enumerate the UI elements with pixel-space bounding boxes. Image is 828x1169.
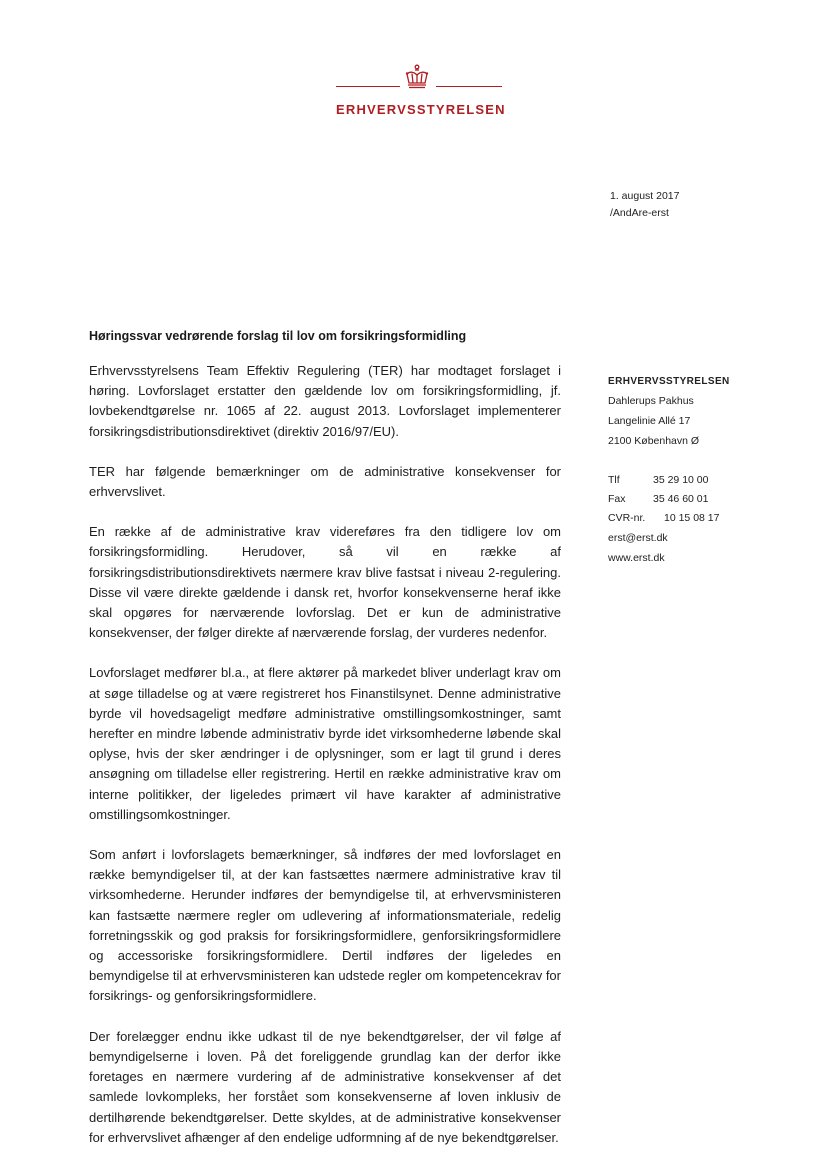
fax-label: Fax	[608, 493, 626, 505]
sender-organization: ERHVERVSSTYRELSEN	[608, 376, 730, 387]
sender-info	[608, 376, 808, 568]
cvr-row	[608, 509, 808, 528]
fax-value: 35 46 60 01	[653, 493, 709, 505]
sender-email: erst@erst.dk	[608, 532, 668, 544]
letter-date: 1. august 2017	[610, 190, 680, 202]
logo-rule-right	[436, 86, 502, 87]
body-paragraph: Erhvervsstyrelsens Team Effektiv Regulering (TER) har modtaget forslaget i høring. Lovforslaget erstatter den gældende lov om forsikringsformidling, jf. lovbekendtgørelse nr. 1065 af 22. august 2013. Lovforslaget implementerer forsikringsdistributionsdirektivet (direktiv 2016/97/EU).	[89, 363, 561, 439]
body-paragraph: En række af de administrative krav videreføres fra den tidligere lov om forsikringsformidling. Herudover, så vil en række af forsikringsdistributionsdirektivets nærmere krav blive fastsat i niveau 2-regulering. Disse vil være direkte gældende i dansk ret, hvorfor konsekvenserne heraf ikke skal opgøres for nærværende lovforslag. Det er kun de administrative konsekvenser, der følger direkte af nærværende forslag, der vurderes nedenfor.	[89, 524, 561, 641]
letter-reference: /AndAre-erst	[610, 207, 669, 219]
sender-address-line: Langelinie Allé 17	[608, 415, 691, 427]
letter-meta	[610, 188, 679, 222]
body-paragraph: Som anført i lovforslagets bemærkninger, så indføres der med lovforslaget en række bemyndigelser til, at der kan fastsættes nærmere administrative krav til virksomhederne. Herunder indføres der bemyndigelse til, at erhvervsministeren kan fastsætte nærmere regler om udlevering af informationsmateriale, redelig forretningsskik og god praksis for forsikringsformidlere, genforsikringsformidlere og accessoriske forsikringsformidlere. Dertil indføres der ligeledes en bemyndigelse til at erhvervsministeren kan udstede regler om kompetencekrav for forsikrings- og genforsikringsformidlere.	[89, 847, 561, 1004]
body-paragraph: Der forelægger endnu ikke udkast til de nye bekendtgørelser, der vil følge af bemyndigelserne i loven. På det foreliggende grundlag kan der derfor ikke foretages en nærmere vurdering af de administrative konsekvenser af det samlede lovkompleks, her forstået som konsekvenserne af loven inklusiv de dertilhørende bekendtgørelser. Dette skyldes, at de administrative konsekvenser for erhvervslivet afhænger af den endelige udformning af de nye bekendtgørelser.	[89, 1028, 561, 1145]
cvr-label: CVR-nr.	[608, 512, 646, 524]
sender-address-line: Dahlerups Pakhus	[608, 395, 694, 407]
logo-wordmark: ERHVERVSSTYRELSEN	[336, 102, 506, 117]
sender-contact-block	[608, 471, 808, 568]
body-paragraph: TER har følgende bemærkninger om de administrative konsekvenser for erhvervslivet.	[89, 463, 561, 500]
crown-icon	[402, 64, 432, 90]
phone-value: 35 29 10 00	[653, 474, 709, 486]
phone-label: Tlf	[608, 474, 620, 486]
sender-website: www.erst.dk	[608, 552, 665, 564]
letterhead-logo	[336, 62, 506, 122]
logo-rule-left	[336, 86, 400, 87]
letter-subject: Høringssvar vedrørende forslag til lov om forsikringsformidling	[89, 329, 467, 343]
fax-row	[608, 490, 808, 509]
phone-row	[608, 471, 808, 490]
letter-body	[89, 361, 561, 1168]
body-paragraph: Lovforslaget medfører bl.a., at flere aktører på markedet bliver underlagt krav om at søge tilladelse og at være registreret hos Finanstilsynet. Denne administrative byrde vil hovedsageligt medføre administrative omstillingsomkostninger, samt herefter en mindre løbende administrativ byrde idet virksomhederne løbende skal oplyse, hvis der sker ændringer i de oplysninger, som er lagt til grund i deres ansøgning om tilladelse eller registrering. Hertil en række administrative krav om interne politikker, der ligeledes primært vil have karakter af administrative omstillingsomkostninger.	[89, 665, 561, 822]
sender-address-line: 2100 København Ø	[608, 435, 700, 447]
cvr-value: 10 15 08 17	[664, 512, 720, 524]
